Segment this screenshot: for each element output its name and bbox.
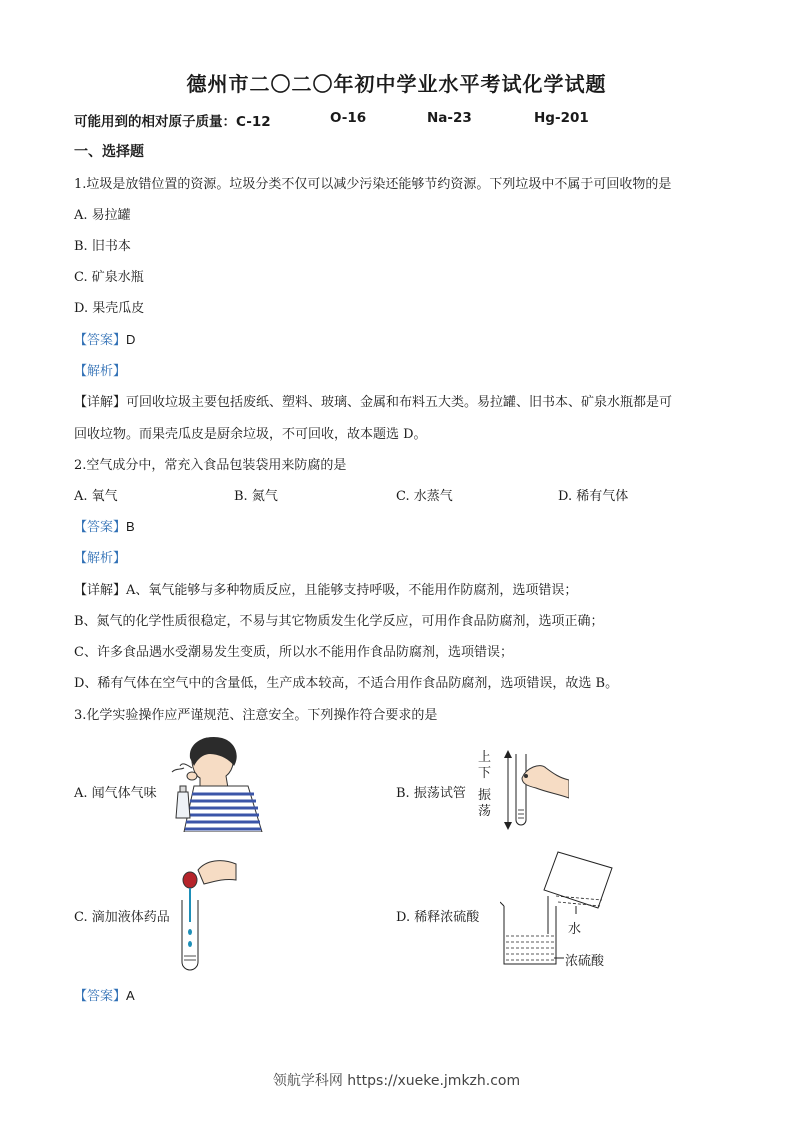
q3-option-a: A. 闻气体气味: [74, 786, 157, 801]
answer-tag: 【答案】: [74, 520, 127, 535]
q1-option-c: C. 矿泉水瓶: [74, 270, 144, 285]
shake-label-up: 上: [478, 750, 492, 765]
q1-stem: 1.垃圾是放错位置的资源。垃圾分类不仅可以减少污染还能够节约资源。下列垃圾中不属于可回收物的是: [74, 177, 672, 192]
q2-stem: 2.空气成分中，常充入食品包装袋用来防腐的是: [74, 458, 347, 473]
q2-detail-2: B、氮气的化学性质很稳定，不易与其它物质发生化学反应，可用作食品防腐剂，选项正确；: [74, 614, 604, 629]
acid-label: 浓硫酸: [565, 954, 605, 969]
q3-option-b: B. 振荡试管: [396, 786, 466, 801]
q3-stem: 3.化学实验操作应严谨规范、注意安全。下列操作符合要求的是: [74, 708, 438, 723]
smelling-gas-illustration: [170, 736, 265, 832]
q2-option-c: C. 水蒸气: [396, 489, 453, 504]
shake-label-down: 下: [478, 766, 492, 781]
q1-analysis-tag: 【解析】: [74, 364, 127, 379]
q2-detail-1: 【详解】A、氧气能够与多种物质反应，且能够支持呼吸，不能用作防腐剂，选项错误；: [74, 583, 578, 598]
dropper-illustration: [178, 856, 238, 972]
q2-detail-3: C、许多食品遇水受潮易发生变质，所以水不能用作食品防腐剂，选项错误；: [74, 645, 513, 660]
q1-answer: [74, 329, 135, 348]
answer-tag: 【答案】: [74, 989, 127, 1004]
answer-tag: 【答案】: [74, 333, 127, 348]
q2-detail-4: D、稀有气体在空气中的含量低，生产成本较高，不适合用作食品防腐剂，选项错误，故选 B。: [74, 676, 619, 691]
q1-option-b: B. 旧书本: [74, 239, 131, 254]
q2-option-b: B. 氮气: [234, 489, 278, 504]
atomic-mass-na: Na-23: [427, 110, 472, 126]
q1-detail-1: 【详解】可回收垃圾主要包括废纸、塑料、玻璃、金属和布料五大类。易拉罐、旧书本、矿泉水瓶都是可: [74, 395, 673, 410]
q2-option-d: D. 稀有气体: [558, 489, 629, 504]
q1-option-a: A. 易拉罐: [74, 208, 131, 223]
atomic-mass-o: O-16: [330, 110, 367, 126]
shake-label-zhen: 振: [478, 788, 492, 803]
q2-answer: [74, 516, 135, 535]
shake-label-dang: 荡: [478, 804, 492, 819]
answer-value: B: [126, 519, 135, 534]
answer-value: D: [126, 332, 136, 347]
answer-value: A: [126, 988, 135, 1003]
q3-option-d: D. 稀释浓硫酸: [396, 910, 480, 925]
atomic-mass-hg: Hg-201: [534, 110, 589, 126]
atomic-mass-label: 可能用到的相对原子质量：C-12: [74, 114, 271, 130]
q3-option-c: C. 滴加液体药品: [74, 910, 170, 925]
section-heading: 一、选择题: [74, 144, 144, 160]
q1-option-d: D. 果壳瓜皮: [74, 301, 145, 316]
water-label: 水: [568, 922, 582, 937]
q1-detail-2: 回收垃物。而果壳瓜皮是厨余垃圾，不可回收，故本题选 D。: [74, 427, 427, 442]
q3-answer: [74, 985, 135, 1004]
page-footer: 领航学科网 https://xueke.jmkzh.com: [272, 1073, 521, 1089]
q2-analysis-tag: 【解析】: [74, 551, 127, 566]
page-title: 德州市二〇二〇年初中学业水平考试化学试题: [186, 72, 607, 96]
q2-option-a: A. 氧气: [74, 489, 118, 504]
